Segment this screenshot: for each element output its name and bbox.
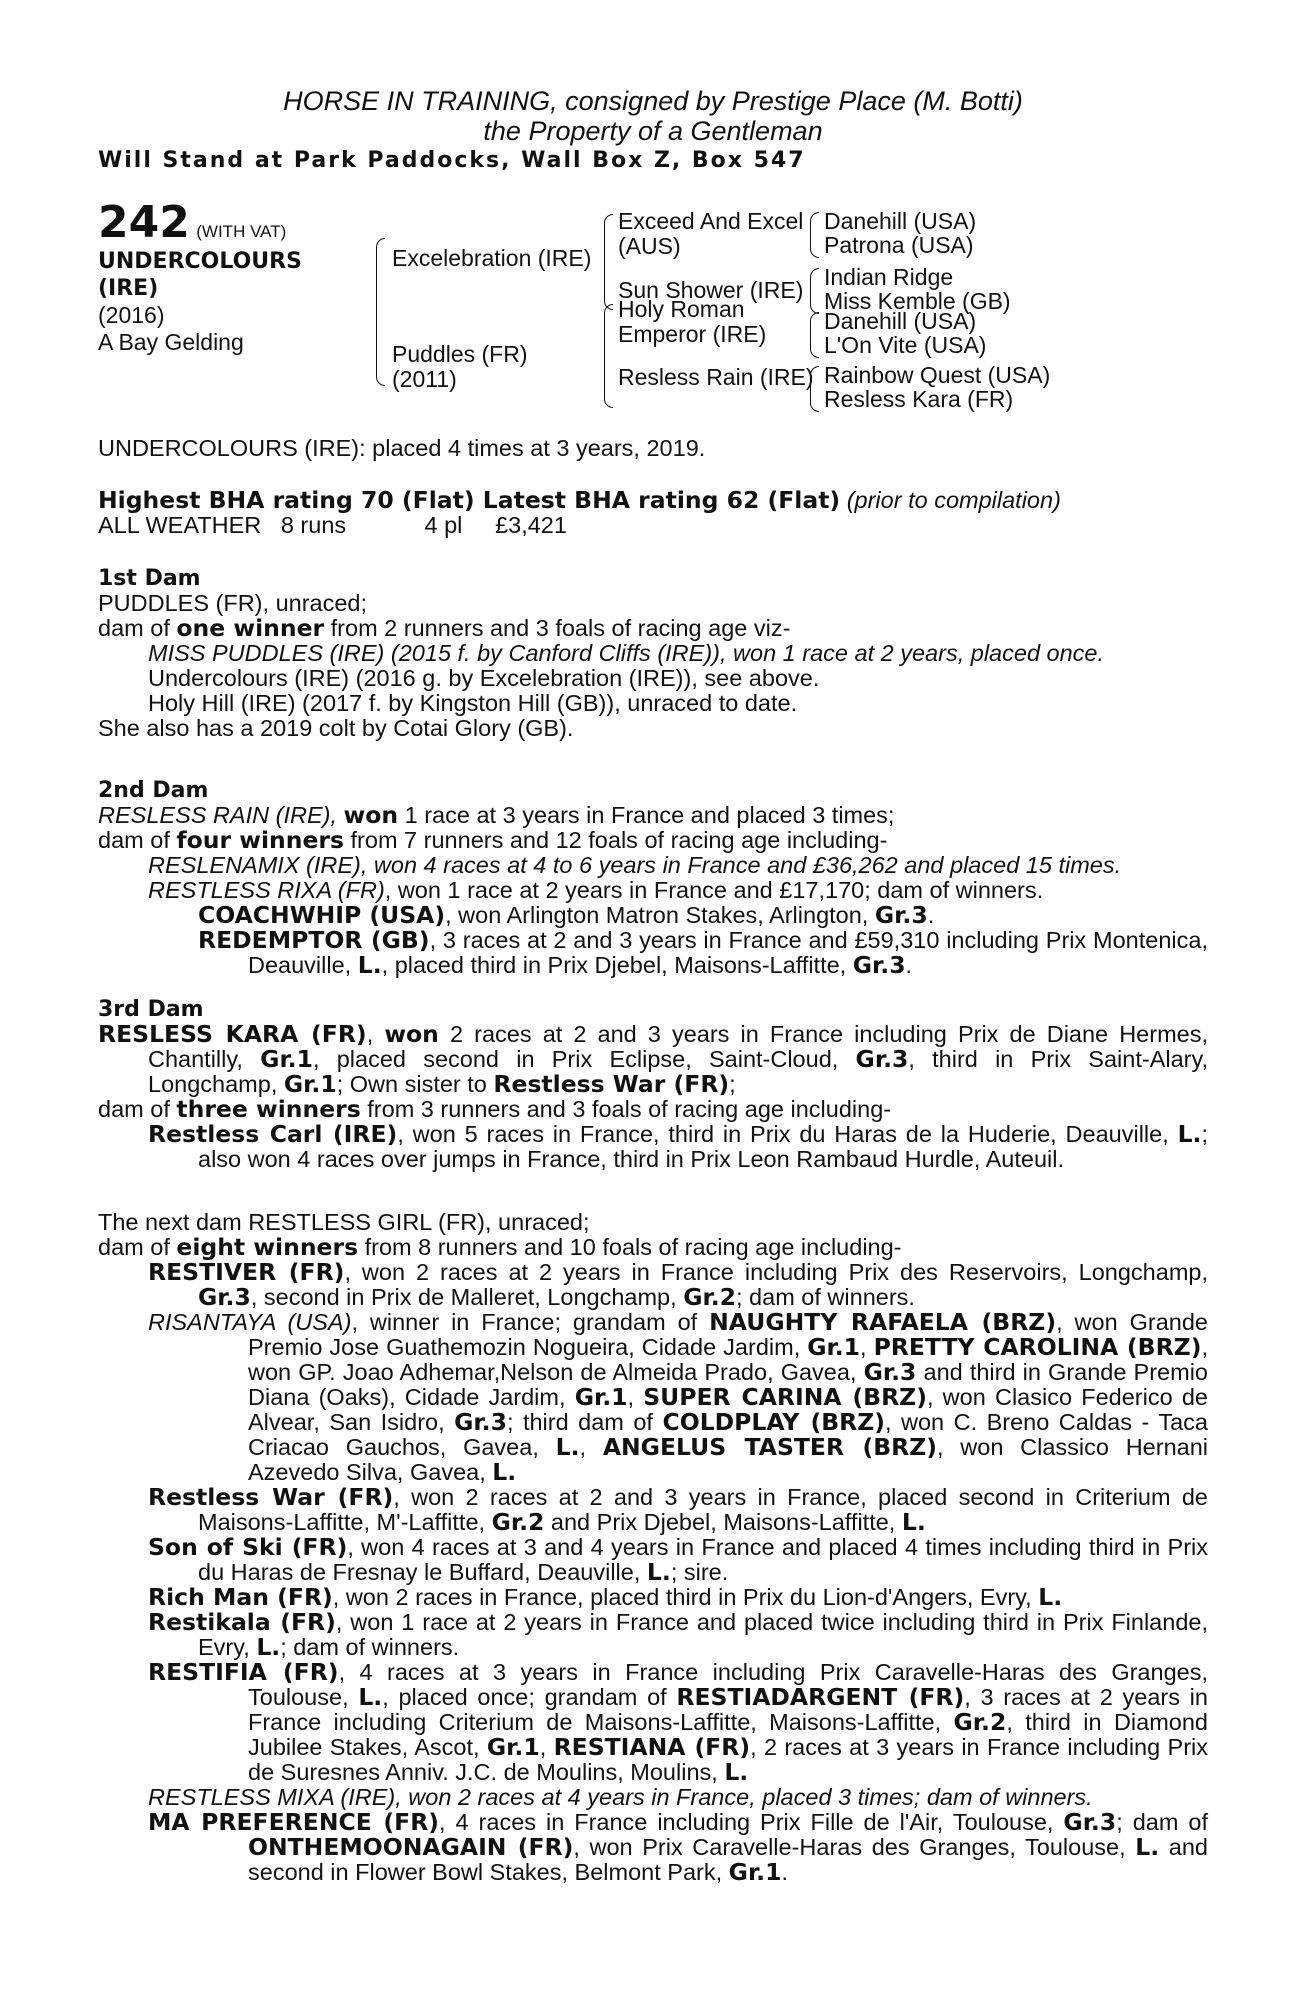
produce-entry: MISS PUDDLES (IRE) (2015 f. by Canford Cliffs (IRE)), won 1 race at 2 years, placed once. — [148, 640, 1105, 666]
earnings: £3,421 — [495, 512, 567, 538]
next-dam-section — [98, 1210, 1208, 1885]
produce-entry: COACHWHIP (USA), won Arlington Matron Stakes, Arlington, Gr.3. — [198, 901, 935, 929]
dam-sire-line1: Holy Roman — [618, 296, 745, 322]
placings: 4 pl — [424, 512, 463, 538]
dam-sire-line2: Emperor (IRE) — [618, 321, 767, 347]
dam-line: RESLESS KARA (FR), won 2 races at 2 and 3 years in France including Prix de Diane Hermes, Chantilly, Gr.1, placed second in Prix Eclipse, Saint-Cloud, Gr.3, third in Prix Saint-Alary, Longchamp, Gr.1; Own sister to Restless War (FR); — [98, 1020, 1209, 1098]
section-heading: 1st Dam — [98, 566, 201, 591]
dam-line2: (2011) — [392, 366, 457, 392]
brace-icon — [604, 304, 613, 408]
produce-entry: MA PREFERENCE (FR), 4 races in France including Prix Fille de l'Air, Toulouse, Gr.3; dam of ONTHEMOONAGAIN (FR), won Prix Caravelle-Haras des Granges, Toulouse, L. and second in Flower Bowl Stakes, Belmont Park, Gr.1. — [148, 1808, 1208, 1886]
dam-produce-summary: dam of four winners from 7 runners and 12 foals of racing age including- — [98, 826, 888, 854]
ds-sire: Danehill (USA) — [824, 308, 977, 334]
horse-name-line1: UNDERCOLOURS — [98, 249, 302, 274]
lot-info — [98, 198, 368, 356]
section-heading: 3rd Dam — [98, 997, 204, 1022]
runs: 8 runs — [280, 512, 347, 538]
second-dam-section — [98, 778, 1208, 978]
produce-entry: Restless War (FR), won 2 races at 2 and 3 years in France, placed second in Criterium de Maisons-Laffitte, M'-Laffitte, Gr.2 and Prix Djebel, Maisons-Laffitte, L. — [148, 1483, 1208, 1536]
horse-name-line2: (IRE) — [98, 276, 159, 301]
produce-entry: Holy Hill (IRE) (2017 f. by Kingston Hill (GB)), unraced to date. — [148, 690, 798, 716]
dd-dam: Resless Kara (FR) — [824, 386, 1014, 412]
dam-produce-summary: dam of one winner from 2 runners and 3 foals of racing age viz- — [98, 614, 791, 642]
produce-entry: Restless Carl (IRE), won 5 races in France, third in Prix du Haras de la Huderie, Deauville, L.; also won 4 races over jumps in France, third in Prix Leon Rambaud Hurdle, Auteuil. — [148, 1120, 1208, 1172]
first-dam-section — [98, 566, 1208, 741]
produce-entry: REDEMPTOR (GB), 3 races at 2 and 3 years in France and £59,310 including Prix Montenica, Deauville, L., placed third in Prix Djebel, Maisons-Laffitte, Gr.3. — [198, 926, 1208, 979]
dam-produce-summary: dam of eight winners from 8 runners and 10 foals of racing age including- — [98, 1233, 902, 1261]
dam-line: PUDDLES (FR), unraced; — [98, 590, 368, 616]
sd-sire: Indian Ridge — [824, 264, 954, 290]
lot-number: 242 — [98, 197, 190, 248]
brace-icon — [810, 212, 819, 258]
ds-dam: L'On Vite (USA) — [824, 332, 987, 358]
third-dam-section — [98, 997, 1208, 1172]
brace-icon — [810, 312, 819, 358]
produce-entry: Restikala (FR), won 1 race at 2 years in France and placed twice including third in Prix Finlande, Evry, L.; dam of winners. — [148, 1608, 1208, 1661]
produce-entry: Son of Ski (FR), won 4 races at 3 and 4 years in France and placed 4 times including third in Prix du Haras de Fresnay le Buffard, Deauville, L.; sire. — [148, 1533, 1208, 1586]
produce-entry: Rich Man (FR), won 2 races in France, placed third in Prix du Lion-d'Angers, Evry, L. — [148, 1583, 1063, 1611]
produce-entry: RESTLESS MIXA (IRE), won 2 races at 4 years in France, placed 3 times; dam of winners. — [148, 1784, 1093, 1810]
dam-produce-summary: dam of three winners from 3 runners and 3 foals of racing age including- — [98, 1095, 892, 1123]
race-summary: UNDERCOLOURS (IRE): placed 4 times at 3 years, 2019. — [98, 435, 706, 461]
produce-note: She also has a 2019 colt by Cotai Glory (GB). — [98, 715, 574, 741]
sire-sire-line1: Exceed And Excel — [618, 208, 804, 234]
horse-description: A Bay Gelding — [98, 329, 244, 355]
sire: Excelebration (IRE) — [392, 245, 592, 271]
produce-entry: RESLENAMIX (IRE), won 4 races at 4 to 6 years in France and £36,262 and placed 15 times. — [148, 852, 1122, 878]
brace-icon — [376, 238, 385, 386]
catalogue-page — [98, 86, 1209, 1886]
property-line: the Property of a Gentleman — [483, 116, 823, 146]
sd-dam: Miss Kemble (GB) — [824, 288, 1011, 314]
produce-entry: RESTLESS RIXA (FR), won 1 race at 2 years in France and £17,170; dam of winners. — [148, 877, 1044, 903]
produce-entry: RESTIVER (FR), won 2 races at 2 years in France including Prix des Reservoirs, Longchamp, Gr.3, second in Prix de Malleret, Longchamp, Gr.2; dam of winners. — [148, 1258, 1208, 1311]
sire-sire-line2: (AUS) — [618, 233, 681, 259]
dd-sire: Rainbow Quest (USA) — [824, 362, 1051, 388]
foaling-year: (2016) — [98, 302, 165, 328]
ratings-block — [98, 488, 1208, 538]
brace-icon — [810, 366, 819, 412]
brace-icon — [810, 268, 819, 314]
surface: ALL WEATHER — [98, 512, 262, 538]
dam-line1: Puddles (FR) — [392, 341, 528, 367]
bha-ratings: Highest BHA rating 70 (Flat) Latest BHA rating 62 (Flat) — [98, 486, 841, 514]
ss-dam: Patrona (USA) — [824, 232, 974, 258]
produce-entry: Undercolours (IRE) (2016 g. by Excelebration (IRE)), see above. — [148, 665, 820, 691]
produce-entry: RISANTAYA (USA), winner in France; grandam of NAUGHTY RAFAELA (BRZ), won Grande Premio Jose Guathemozin Nogueira, Cidade Jardim, Gr.1, PRETTY CAROLINA (BRZ), won GP. Joao Adhemar,Nelson de Almeida Prado, Gavea, Gr.3 and third in Grande Premio Diana (Oaks), Cidade Jardim, Gr.1, SUPER CARINA (BRZ), won Clasico Federico de Alvear, San Isidro, Gr.3; third dam of COLDPLAY (BRZ), won C. Breno Caldas - Taca Criacao Gauchos, Gavea, L., ANGELUS TASTER (BRZ), won Classico Hernani Azevedo Silva, Gavea, L. — [148, 1308, 1209, 1486]
dam-dam: Resless Rain (IRE) — [618, 364, 814, 390]
dam-line: RESLESS RAIN (IRE), won 1 race at 3 years in France and placed 3 times; — [98, 801, 895, 829]
page-header — [98, 86, 1208, 173]
sire-dam: Sun Shower (IRE) — [618, 277, 804, 303]
section-heading: 2nd Dam — [98, 778, 209, 803]
dam-line: The next dam RESTLESS GIRL (FR), unraced; — [98, 1209, 590, 1235]
vat-note: (WITH VAT) — [196, 222, 287, 241]
stand-location: Will Stand at Park Paddocks, Wall Box Z, Box 547 — [98, 148, 806, 173]
brace-icon — [604, 214, 613, 310]
produce-entry: RESTIFIA (FR), 4 races at 3 years in France including Prix Caravelle-Haras des Granges, Toulouse, L., placed once; grandam of RESTIADARGENT (FR), 3 races at 2 years in France including Criterium de Maisons-Laffitte, Maisons-Laffitte, Gr.2, third in Diamond Jubilee Stakes, Ascot, Gr.1, RESTIANA (FR), 2 races at 3 years in France including Prix de Suresnes Anniv. J.C. de Moulins, Moulins, L. — [148, 1658, 1209, 1786]
consignor-line: HORSE IN TRAINING, consigned by Prestige Place (M. Botti) — [283, 86, 1023, 116]
ratings-note: (prior to compilation) — [846, 487, 1061, 513]
ss-sire: Danehill (USA) — [824, 208, 977, 234]
